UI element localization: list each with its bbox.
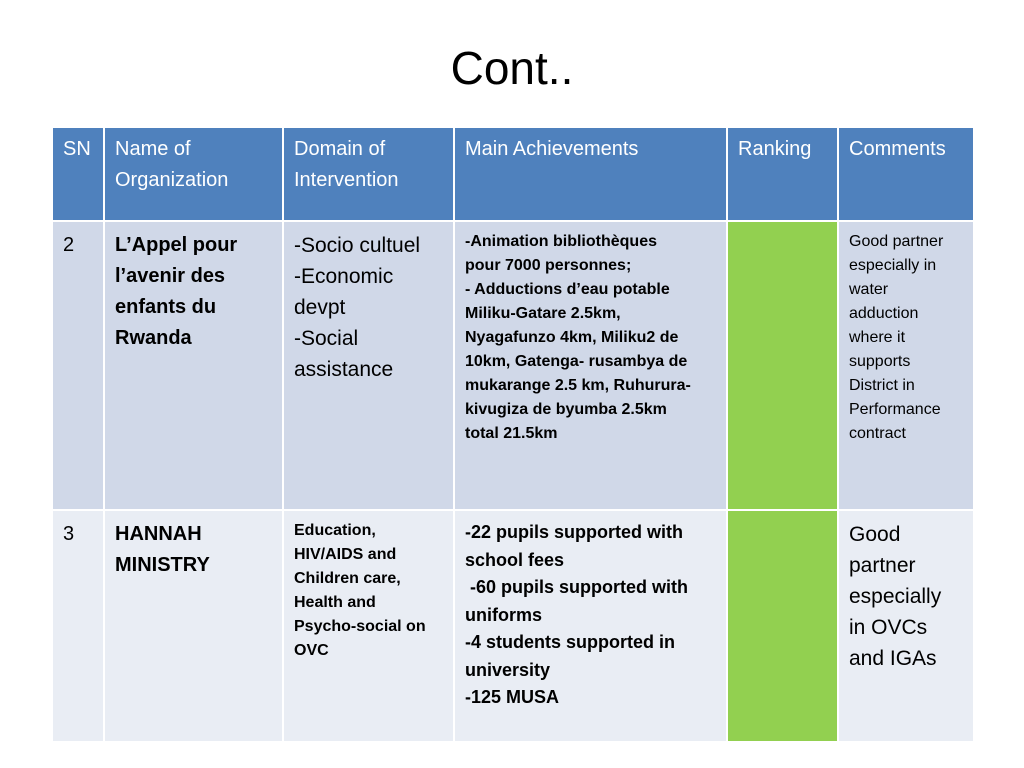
header-name-line2: Organization [115,169,229,191]
comment-line: especially in [849,257,937,274]
organization-line: MINISTRY [115,554,210,576]
slide-title: Cont.. [450,42,574,94]
header-comments: Comments [838,127,974,221]
achievement-line: -125 MUSA [465,687,560,707]
comment-line: contract [849,425,906,442]
achievement-line: mukarange 2.5 km, Ruhurura- [465,377,691,394]
comment-line: Good partner [849,233,944,250]
domain-line: Children care, [294,570,401,587]
comment-line: Performance [849,401,941,418]
domain-line: -Economic [294,265,394,288]
header-ranking: Ranking [727,127,838,221]
achievement-line: -22 pupils supported with [465,522,684,542]
domain-line: Psycho-social on [294,618,426,635]
organization-line: Rwanda [115,327,192,349]
comment-line: District in [849,377,915,394]
header-main-achievements: Main Achievements [454,127,727,221]
cell-organization [104,221,283,510]
comment-line: where it [849,329,906,346]
domain-line: assistance [294,358,394,381]
organization-line: L’Appel pour [115,234,238,256]
header-domain-line2: Intervention [294,169,399,191]
achievement-line: - Adductions d’eau potable [465,281,670,298]
table-row [52,510,974,742]
ranking-cell-green [727,510,838,742]
comment-line: especially [849,585,942,608]
achievement-line: Nyagafunzo 4km, Miliku2 de [465,329,679,346]
table-header-row [52,127,974,221]
achievement-line: pour 7000 personnes; [465,257,632,274]
organization-line: HANNAH [115,523,202,545]
table-row [52,221,974,510]
comment-line: water [849,281,889,298]
achievement-line: uniforms [465,604,543,625]
header-domain-line1: Domain of [294,138,386,160]
cell-sn: 3 [52,510,104,742]
achievement-line: -60 pupils supported with [465,577,689,597]
header-domain-of-intervention [283,127,454,221]
domain-line: -Socio cultuel [294,234,421,257]
achievement-line: -Animation bibliothèques [465,233,657,250]
cell-comments [838,221,974,510]
header-name-line1: Name of [115,138,191,160]
domain-line: -Social [294,327,359,350]
organization-line: enfants du [115,296,217,318]
comment-line: in OVCs [849,616,928,639]
achievement-line: school fees [465,549,565,570]
domain-line: Education, [294,522,376,539]
achievement-line: -4 students supported in [465,632,676,652]
comment-line: adduction [849,305,919,322]
cell-comments [838,510,974,742]
comment-line: and IGAs [849,647,937,670]
cell-domain [283,221,454,510]
ranking-cell-green [727,221,838,510]
cell-organization [104,510,283,742]
organization-line: l’avenir des [115,265,226,287]
header-sn: SN [52,127,104,221]
domain-line: HIV/AIDS and [294,546,397,563]
cell-achievements [454,510,727,742]
cell-sn: 2 [52,221,104,510]
organizations-table [51,126,975,743]
achievement-line: 10km, Gatenga- rusambya de [465,353,688,370]
domain-line: Health and [294,594,376,611]
domain-line: OVC [294,642,329,659]
comment-line: partner [849,554,916,577]
achievement-line: university [465,659,551,680]
achievement-line: total 21.5km [465,425,558,442]
achievement-line: Miliku-Gatare 2.5km, [465,305,621,322]
header-name-of-organization [104,127,283,221]
achievement-line: kivugiza de byumba 2.5km [465,401,667,418]
comment-line: supports [849,353,911,370]
cell-achievements [454,221,727,510]
cell-domain [283,510,454,742]
domain-line: devpt [294,296,346,319]
comment-line: Good [849,523,901,546]
